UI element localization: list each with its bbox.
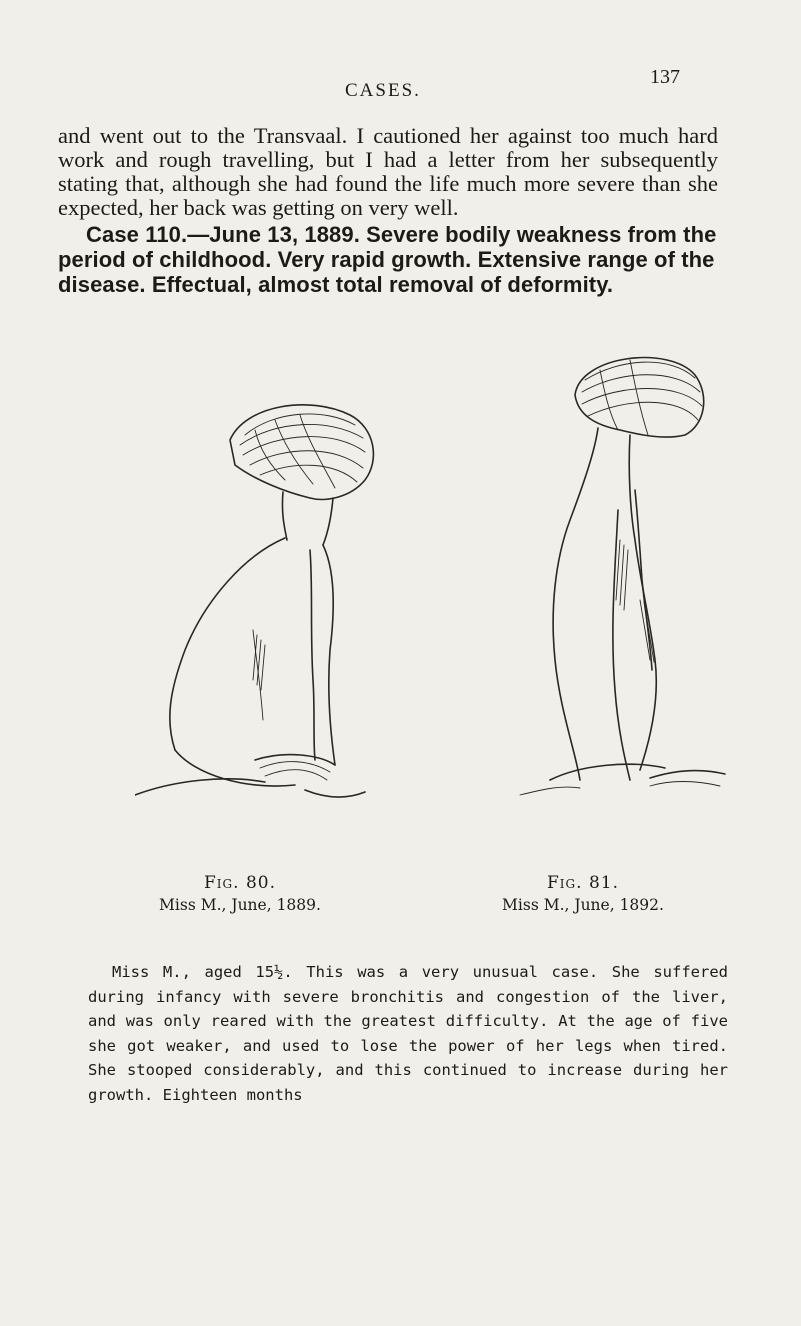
figure-80-label: Fig. 80. xyxy=(204,873,276,893)
running-head: CASES. xyxy=(345,80,421,101)
figure-81-illustration xyxy=(500,340,730,800)
upright-figure-drawing xyxy=(500,340,730,800)
figure-80-caption xyxy=(140,872,340,916)
case-heading: Case 110.—June 13, 1889. Severe bodily weakness from the period of childhood. Very rapid growth. Extensive range of the disease. Effectual, almost total removal of deformity. xyxy=(58,222,717,297)
figure-81-caption xyxy=(468,872,698,916)
stooped-back-drawing xyxy=(135,380,435,800)
figure-80-caption-text: Miss M., June, 1889. xyxy=(159,896,321,914)
page-number: 137 xyxy=(650,66,680,88)
figure-80-illustration xyxy=(135,380,435,800)
figure-81-label: Fig. 81. xyxy=(547,873,619,893)
body-paragraph: Miss M., aged 15½. This was a very unusual case. She suffered during infancy with severe bronchitis and congestion of the liver, and was only reared with the greatest difficulty. At the age of five she got weaker, and used to lose the power of her legs when tired. She stooped considerably, and this continued to increase during her growth. Eighteen months xyxy=(88,963,728,1104)
figure-81-caption-text: Miss M., June, 1892. xyxy=(502,896,664,914)
intro-paragraph: and went out to the Transvaal. I cautioned her against too much hard work and rough travelling, but I had a letter from her subsequently stating that, although she had found the life much more severe than she expected, her back was getting on very well. xyxy=(58,123,718,220)
